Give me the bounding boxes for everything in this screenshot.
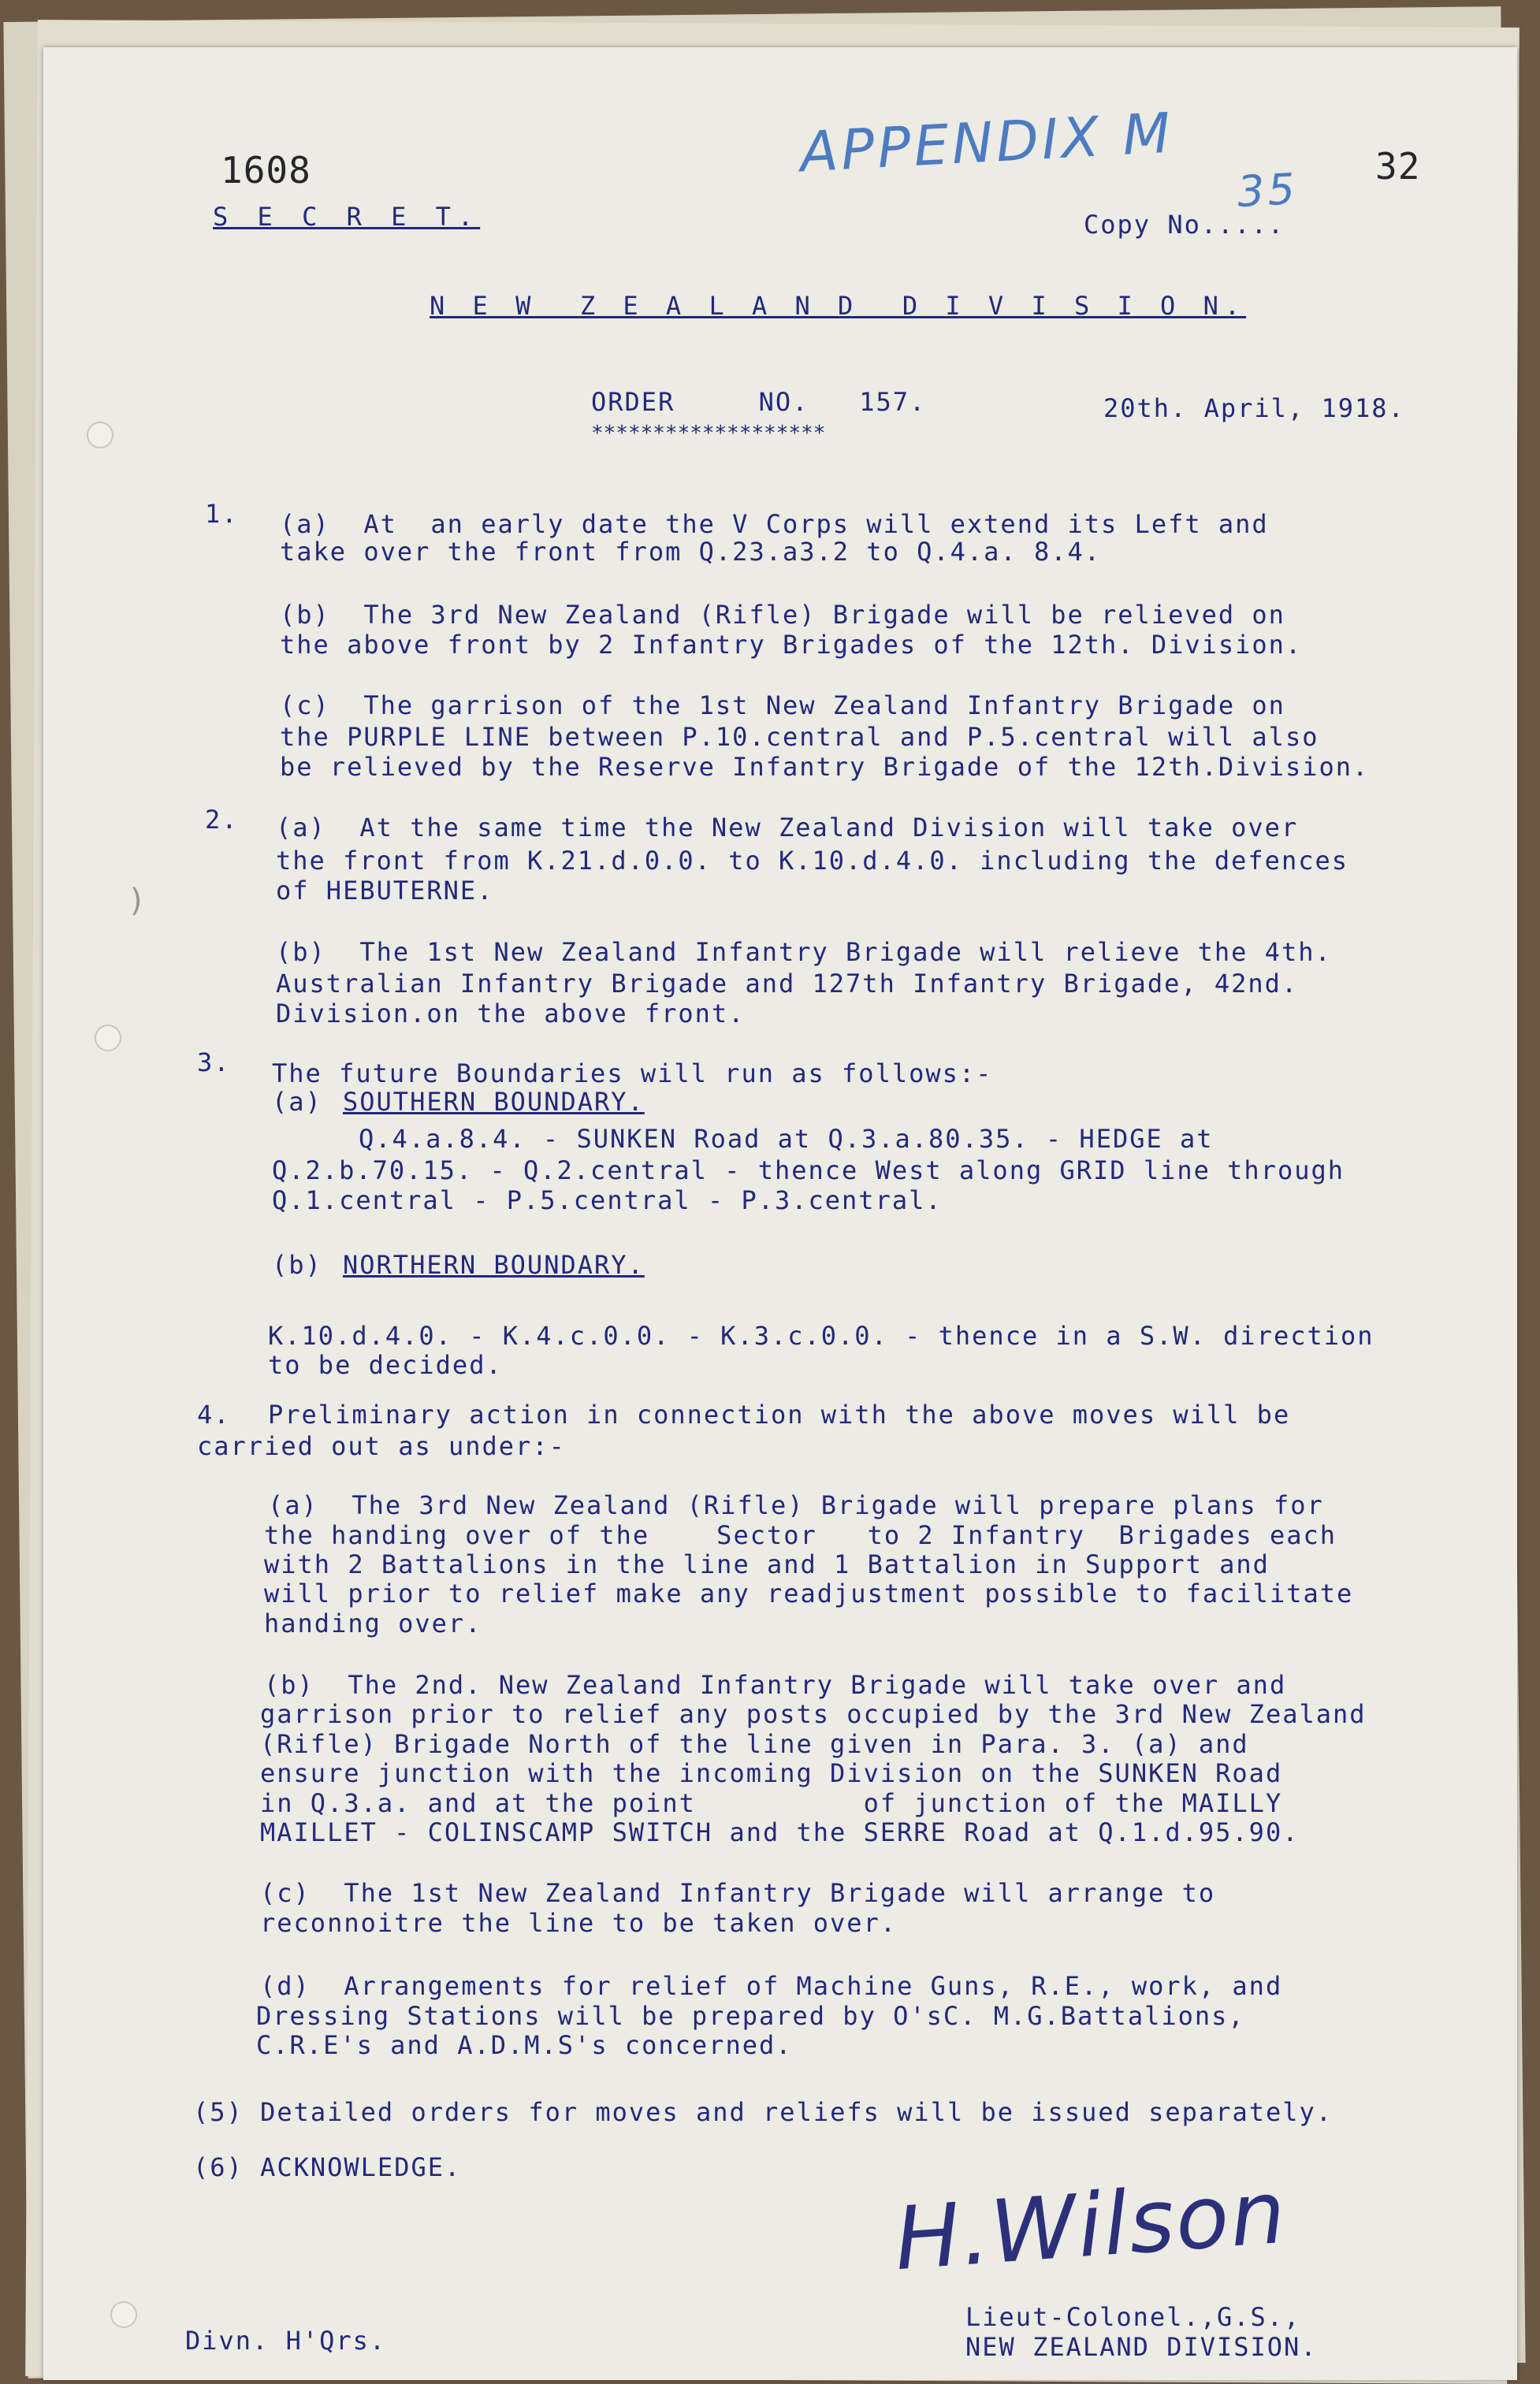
para-line: will prior to relief make any readjustment possible to facilitate — [264, 1579, 1354, 1609]
para-line: Preliminary action in connection with the above moves will be — [268, 1400, 1291, 1430]
para-line: (b) The 3rd New Zealand (Rifle) Brigade will be relieved on — [280, 600, 1285, 630]
secret-label: S E C R E T. — [213, 202, 481, 232]
para-line: the above front by 2 Infantry Brigades of the 12th. Division. — [280, 630, 1303, 660]
punch-hole — [95, 1025, 121, 1051]
para-line: the front from K.21.d.0.0. to K.10.d.4.0. including the defences — [276, 846, 1348, 876]
para-line: (b) The 1st New Zealand Infantry Brigade will relieve the 4th. — [276, 937, 1332, 967]
boundary-heading: NORTHERN BOUNDARY. — [343, 1250, 645, 1280]
para-line: Q.4.a.8.4. - SUNKEN Road at Q.3.a.80.35. - HEDGE at — [359, 1124, 1214, 1154]
division-heading: N E W Z E A L A N D D I V I S I O N. — [430, 291, 1247, 321]
para-line: Q.2.b.70.15. - Q.2.central - thence West along GRID line through — [272, 1155, 1345, 1185]
para-line: Dressing Stations will be prepared by O'sC. M.G.Battalions, — [256, 2001, 1245, 2031]
order-number: ORDER NO. 157. — [591, 387, 927, 417]
order-underline-stars: ******************* — [591, 422, 826, 445]
order-date: 20th. April, 1918. — [1103, 393, 1405, 423]
signatory-rank: Lieut-Colonel.,G.S., — [965, 2302, 1301, 2332]
punch-hole — [87, 422, 113, 448]
para-line: Q.1.central - P.5.central - P.3.central. — [272, 1185, 943, 1215]
para-line: to be decided. — [268, 1350, 503, 1380]
document-page — [43, 47, 1517, 2380]
para-number: 3. — [197, 1047, 231, 1077]
sub-label: (a) — [272, 1087, 322, 1117]
para-line: (a) The 3rd New Zealand (Rifle) Brigade will prepare plans for — [268, 1490, 1324, 1520]
para-line: (a) At the same time the New Zealand Division will take over — [276, 813, 1299, 842]
para-line: The future Boundaries will run as follows:- — [272, 1058, 993, 1088]
para-line: be relieved by the Reserve Infantry Brigade of the 12th.Division. — [280, 752, 1370, 782]
para-line: garrison prior to relief any posts occupied by the 3rd New Zealand — [260, 1699, 1367, 1729]
para-line: (Rifle) Brigade North of the line given in Para. 3. (a) and — [260, 1729, 1249, 1759]
para-line: take over the front from Q.23.a3.2 to Q.4.a. 8.4. — [280, 537, 1102, 567]
para-line: Australian Infantry Brigade and 127th Infantry Brigade, 42nd. — [276, 969, 1299, 999]
signature: H.Wilson — [891, 2161, 1290, 2290]
para-line: (b) The 2nd. New Zealand Infantry Brigade will take over and — [264, 1670, 1287, 1700]
margin-mark: ) — [130, 883, 143, 919]
para-line: the PURPLE LINE between P.10.central and P.5.central will also — [280, 722, 1319, 752]
para-line: with 2 Battalions in the line and 1 Battalion in Support and — [264, 1549, 1270, 1579]
appendix-annotation: APPENDIX M — [798, 100, 1175, 185]
boundary-heading: SOUTHERN BOUNDARY. — [343, 1087, 645, 1117]
para-number: 1. — [205, 499, 239, 529]
para-line: reconnoitre the line to be taken over. — [260, 1908, 898, 1938]
copy-number-handwritten: 35 — [1236, 164, 1300, 217]
para-line: K.10.d.4.0. - K.4.c.0.0. - K.3.c.0.0. - thence in a S.W. direction — [268, 1321, 1374, 1351]
copy-number-label: Copy No..... — [1084, 210, 1285, 240]
sub-label: (b) — [272, 1250, 322, 1280]
para-line: the handing over of the Sector to 2 Infantry Brigades each — [264, 1520, 1337, 1550]
para-line: (6) ACKNOWLEDGE. — [193, 2152, 462, 2182]
para-line: (a) At an early date the V Corps will extend its Left and — [280, 509, 1269, 539]
para-number: 2. — [205, 805, 239, 835]
para-line: in Q.3.a. and at the point of junction of the MAILLY — [260, 1788, 1283, 1818]
para-number: 4. — [197, 1400, 231, 1430]
para-line: ensure junction with the incoming Division on the SUNKEN Road — [260, 1758, 1283, 1788]
para-line: (d) Arrangements for relief of Machine Guns, R.E., work, and — [260, 1971, 1283, 2001]
para-line: MAILLET - COLINSCAMP SWITCH and the SERRE Road at Q.1.d.95.90. — [260, 1817, 1300, 1847]
punch-hole — [110, 2301, 137, 2328]
para-line: (5) Detailed orders for moves and reliefs will be issued separately. — [193, 2097, 1334, 2127]
page-number: 32 — [1375, 145, 1421, 188]
para-line: (c) The garrison of the 1st New Zealand Infantry Brigade on — [280, 690, 1285, 720]
para-line: (c) The 1st New Zealand Infantry Brigade will arrange to — [260, 1878, 1216, 1908]
para-line: C.R.E's and A.D.M.S's concerned. — [256, 2030, 793, 2060]
para-line: handing over. — [264, 1609, 482, 1638]
reference-number: 1608 — [221, 149, 311, 192]
para-line: Division.on the above front. — [276, 999, 746, 1028]
issued-from: Divn. H'Qrs. — [185, 2326, 387, 2356]
signatory-unit: NEW ZEALAND DIVISION. — [965, 2332, 1318, 2362]
para-line: carried out as under:- — [197, 1431, 566, 1461]
para-line: of HEBUTERNE. — [276, 876, 494, 906]
